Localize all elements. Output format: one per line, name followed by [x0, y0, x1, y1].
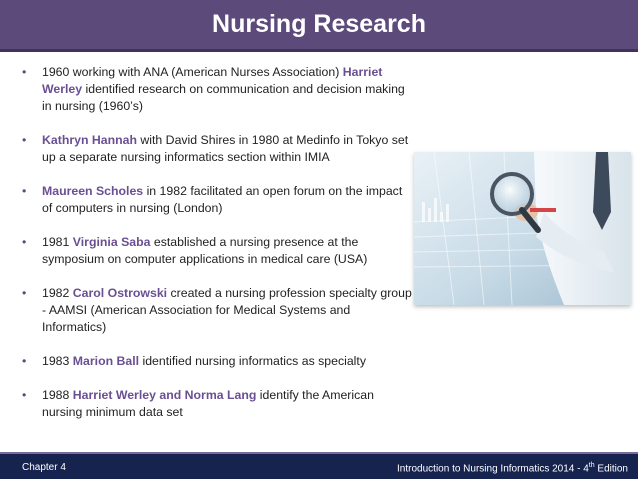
footer-chapter: Chapter 4 — [22, 462, 66, 473]
bullet-name: Maureen Scholes — [42, 184, 144, 198]
footer-bar — [0, 452, 638, 479]
bullet-item — [22, 353, 412, 370]
bullet-dot-icon: • — [22, 184, 27, 198]
magnifier-photo — [414, 152, 631, 305]
bullet-dot-icon: • — [22, 286, 27, 300]
bullet-name: Kathryn Hannah — [42, 133, 137, 147]
bullet-item — [22, 234, 412, 268]
bullet-name: Virginia Saba — [72, 235, 151, 249]
footer-book-sup: th — [588, 462, 595, 469]
bullet-dot-icon: • — [22, 133, 27, 147]
bullet-dot-icon: • — [22, 235, 27, 249]
bullet-item — [22, 183, 412, 217]
bullet-text-post: established a nursing presence at the symposium on computer applications in medical care (USA) — [42, 235, 368, 266]
bullet-text-pre: 1988 — [42, 388, 73, 402]
bullet-text-post: with David Shires in 1980 at Medinfo in Tokyo set up a separate nursing informatics section within IMIA — [42, 133, 409, 164]
bullet-item — [22, 387, 412, 421]
bullet-text-post: identify the American nursing minimum data set — [42, 388, 374, 419]
bullet-text-post: identified research on communication and decision making in nursing (1960’s) — [42, 82, 405, 113]
bullet-name: Harriet Werley — [42, 65, 383, 96]
bullet-text-pre: 1983 — [42, 354, 73, 368]
title-bar — [0, 0, 638, 52]
bullet-text-post: in 1982 facilitated an open forum on the impact of computers in nursing (London) — [42, 184, 403, 215]
footer-book-end: Edition — [594, 463, 628, 475]
bullet-text-pre: 1981 — [42, 235, 73, 249]
bullet-item — [22, 132, 412, 166]
slide-title: Nursing Research — [212, 10, 426, 38]
footer-book-main: Introduction to Nursing Informatics 2014 - 4 — [397, 463, 589, 475]
bullet-text-post: identified nursing informatics as specialty — [139, 354, 366, 368]
bullet-item — [22, 285, 412, 336]
bullet-name: Harriet Werley and Norma Lang — [72, 388, 257, 402]
bullet-text-pre: 1982 — [42, 286, 73, 300]
bullet-name: Carol Ostrowski — [72, 286, 168, 300]
bullet-dot-icon: • — [22, 388, 27, 402]
bullet-name: Marion Ball — [72, 354, 140, 368]
bullet-text-post: created a nursing profession specialty group - AAMSI (American Association for Medical Systems and Informatics) — [42, 286, 412, 334]
magnifier-photo-image — [414, 152, 631, 305]
bullet-text-pre: 1960 working with ANA (American Nurses Association) — [42, 65, 343, 79]
bullet-item — [22, 64, 412, 115]
bullet-dot-icon: • — [22, 354, 27, 368]
bullet-dot-icon: • — [22, 65, 27, 79]
footer-book-title — [397, 462, 628, 474]
bullet-list — [22, 64, 412, 421]
